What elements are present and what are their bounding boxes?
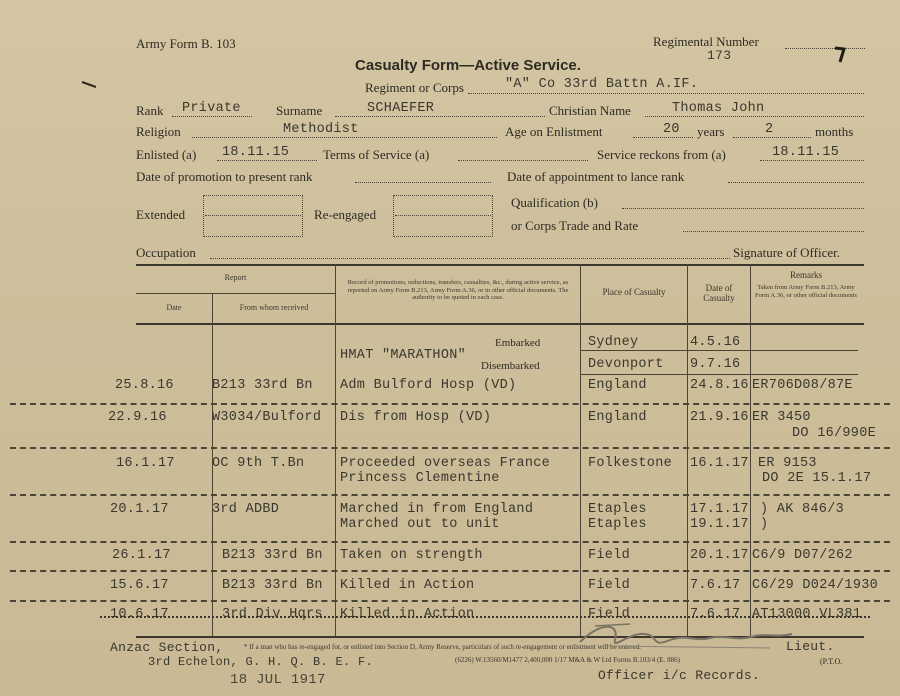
row-record: Killed in Action bbox=[340, 607, 475, 622]
extended-label: Extended bbox=[136, 207, 186, 222]
occupation-label: Occupation bbox=[136, 245, 196, 260]
row-place: England bbox=[588, 378, 647, 393]
row-casualty-date-2: 19.1.17 bbox=[690, 517, 749, 532]
row-remarks: C6/29 D024/1930 bbox=[752, 578, 879, 593]
corner-mark bbox=[832, 44, 848, 66]
embark-place: Sydney bbox=[588, 335, 639, 350]
enlisted-value: 18.11.15 bbox=[222, 145, 290, 160]
regimental-number-value: 173 bbox=[707, 48, 732, 63]
row-remarks: ER706D08/87E bbox=[752, 378, 853, 393]
row-record: Marched in from England bbox=[340, 502, 534, 517]
embark-date: 4.5.16 bbox=[690, 335, 741, 350]
row-date: 15.6.17 bbox=[110, 578, 169, 593]
anzac-section: Anzac Section, bbox=[110, 640, 224, 655]
row-record: Proceeded overseas France bbox=[340, 456, 551, 471]
extended-box bbox=[203, 195, 303, 237]
service-reckons-label: Service reckons from (a) bbox=[597, 147, 726, 162]
ship-name: HMAT "MARATHON" bbox=[340, 348, 467, 363]
religion-value: Methodist bbox=[283, 122, 359, 137]
officer-signature bbox=[560, 612, 800, 656]
row-remarks: C6/9 D07/262 bbox=[752, 548, 853, 563]
footnote: * If a man who has re-engaged for, or enlisted into Section D, Army Reserve, particulars of such re-engagement or enlistment will be entered. bbox=[244, 643, 641, 651]
row-remarks: AT13000 VL381 bbox=[752, 607, 862, 622]
date-header: Date bbox=[166, 303, 182, 312]
echelon: 3rd Echelon, G. H. Q. B. E. F. bbox=[148, 655, 374, 669]
rank-value: Private bbox=[182, 101, 241, 116]
lance-rank-label: Date of appointment to lance rank bbox=[507, 169, 685, 184]
place-of-casualty-header: Place of Casualty bbox=[602, 287, 666, 297]
enlisted-label: Enlisted (a) bbox=[136, 147, 197, 162]
row-place: Folkestone bbox=[588, 456, 673, 471]
report-header: Report bbox=[224, 273, 247, 282]
regiment-value: "A" Co 33rd Battn A.IF. bbox=[505, 77, 699, 92]
months-label: months bbox=[815, 124, 854, 139]
age-label: Age on Enlistment bbox=[505, 124, 603, 139]
row-casualty-date: 7.6.17 bbox=[690, 578, 741, 593]
disembark-place: Devonport bbox=[588, 357, 664, 372]
reengaged-box bbox=[393, 195, 493, 237]
age-months-value: 2 bbox=[765, 122, 774, 137]
row-place: Etaples bbox=[588, 502, 647, 517]
row-place: Field bbox=[588, 607, 631, 622]
row-from: B213 33rd Bn bbox=[222, 548, 323, 563]
row-from: OC 9th T.Bn bbox=[212, 456, 305, 471]
row-record: Killed in Action bbox=[340, 578, 475, 593]
row-casualty-date: 21.9.16 bbox=[690, 410, 749, 425]
row-date: 20.1.17 bbox=[110, 502, 169, 517]
row-remarks-2: DO 16/990E bbox=[792, 426, 877, 441]
row-record-2: Princess Clementine bbox=[340, 471, 500, 486]
disembarked-label: Disembarked bbox=[481, 360, 540, 372]
row-record: Taken on strength bbox=[340, 548, 483, 563]
years-label: years bbox=[697, 124, 725, 139]
row-from: B213 33rd Bn bbox=[212, 378, 313, 393]
row-remarks-2: DO 2E 15.1.17 bbox=[762, 471, 872, 486]
record-header: Record of promotions, reductions, transfers, casualties, &c., during active service, as reported on Army Form B.213, Army Form A.36, or in other official documents. The authority to be quoted in each case. bbox=[347, 279, 569, 301]
regimental-number-label: Regimental Number bbox=[653, 34, 759, 49]
row-record: Adm Bulford Hosp (VD) bbox=[340, 378, 517, 393]
row-casualty-date: 20.1.17 bbox=[690, 548, 749, 563]
row-place: Field bbox=[588, 548, 631, 563]
printer-line: (6226) W.13560/M1477 2,400,000 1/17 M&A & W Ltd Forms B.103/4 (E. 886) bbox=[455, 656, 680, 664]
service-reckons-value: 18.11.15 bbox=[772, 145, 840, 160]
form-title: Casualty Form—Active Service. bbox=[355, 57, 581, 74]
row-from: 3rd Div Hqrs bbox=[222, 607, 323, 622]
remarks-header: Remarks bbox=[790, 270, 822, 280]
corps-trade-label: or Corps Trade and Rate bbox=[511, 218, 639, 233]
row-date: 22.9.16 bbox=[108, 410, 167, 425]
embarked-label: Embarked bbox=[495, 337, 541, 349]
row-casualty-date: 24.8.16 bbox=[690, 378, 749, 393]
row-record: Dis from Hosp (VD) bbox=[340, 410, 492, 425]
lieut-label: Lieut. bbox=[786, 639, 835, 654]
row-date: 26.1.17 bbox=[112, 548, 171, 563]
row-date: 10.6.17 bbox=[110, 607, 169, 622]
pto-label: (P.T.O. bbox=[820, 657, 843, 666]
received-date-stamp: 18 JUL 1917 bbox=[230, 672, 326, 688]
officer-records: Officer i/c Records. bbox=[598, 668, 761, 683]
rank-label: Rank bbox=[136, 103, 164, 118]
row-from: B213 33rd Bn bbox=[222, 578, 323, 593]
row-record-2: Marched out to unit bbox=[340, 517, 500, 532]
row-remarks: ER 9153 bbox=[758, 456, 817, 471]
reengaged-label: Re-engaged bbox=[314, 207, 377, 222]
row-place-2: Etaples bbox=[588, 517, 647, 532]
christian-name-value: Thomas John bbox=[672, 101, 765, 116]
promotion-label: Date of promotion to present rank bbox=[136, 169, 313, 184]
row-remarks: ER 3450 bbox=[752, 410, 811, 425]
row-casualty-date: 16.1.17 bbox=[690, 456, 749, 471]
row-date: 25.8.16 bbox=[115, 378, 174, 393]
date-of-casualty-header: Date of Casualty bbox=[703, 283, 735, 303]
christian-name-label: Christian Name bbox=[549, 103, 631, 118]
row-place: Field bbox=[588, 578, 631, 593]
regiment-label: Regiment or Corps bbox=[365, 80, 464, 95]
disembark-date: 9.7.16 bbox=[690, 357, 741, 372]
row-remarks-2: ) bbox=[760, 517, 769, 532]
row-casualty-date: 17.1.17 bbox=[690, 502, 749, 517]
remarks-subheader: Taken from Army Form B.213, Army Form A.36, or other official documents bbox=[755, 284, 857, 299]
qualification-label: Qualification (b) bbox=[511, 195, 598, 210]
row-place: England bbox=[588, 410, 647, 425]
terms-of-service-label: Terms of Service (a) bbox=[323, 147, 430, 162]
army-form-number: Army Form B. 103 bbox=[136, 36, 236, 51]
surname-value: SCHAEFER bbox=[367, 101, 435, 116]
surname-label: Surname bbox=[276, 103, 323, 118]
religion-label: Religion bbox=[136, 124, 181, 139]
age-years-value: 20 bbox=[663, 122, 680, 137]
row-date: 16.1.17 bbox=[116, 456, 175, 471]
margin-mark bbox=[80, 80, 100, 90]
from-whom-header: From whom received bbox=[239, 303, 309, 312]
row-casualty-date: 7.6.17 bbox=[690, 607, 741, 622]
row-from: W3034/Bulford bbox=[212, 410, 322, 425]
signature-of-officer-label: Signature of Officer. bbox=[733, 245, 840, 260]
row-remarks: ) AK 846/3 bbox=[760, 502, 845, 517]
row-from: 3rd ADBD bbox=[212, 502, 280, 517]
